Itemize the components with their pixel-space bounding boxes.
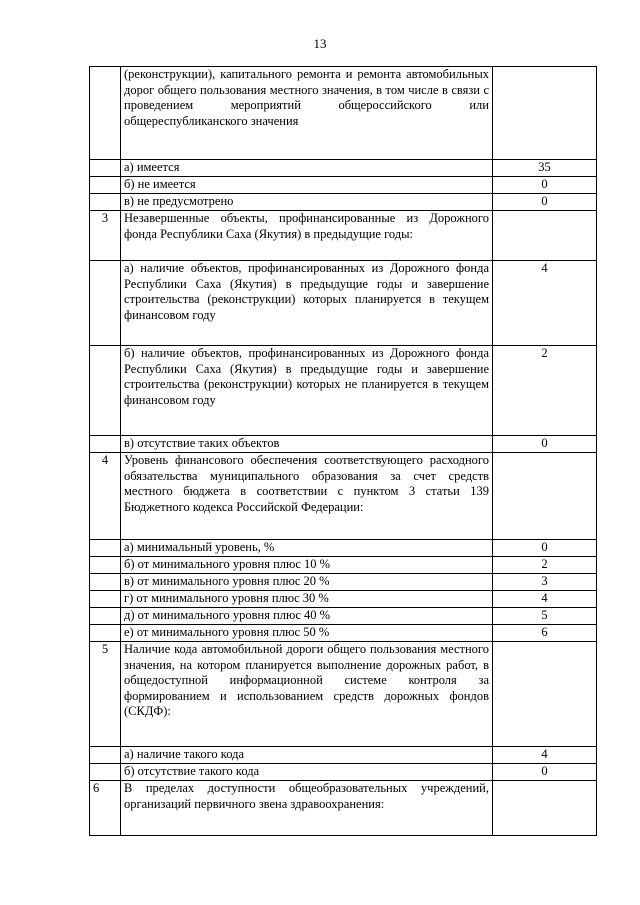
table-row xyxy=(90,67,597,160)
table-row xyxy=(90,608,597,625)
table-row xyxy=(90,764,597,781)
row-number xyxy=(90,177,121,194)
row-value: 3 xyxy=(493,574,597,591)
row-value xyxy=(493,453,597,540)
row-value xyxy=(493,642,597,747)
row-value: 4 xyxy=(493,261,597,346)
row-value: 35 xyxy=(493,160,597,177)
row-number: 6 xyxy=(90,781,121,836)
row-value: 5 xyxy=(493,608,597,625)
row-text: д) от минимального уровня плюс 40 % xyxy=(121,608,493,625)
table-row xyxy=(90,453,597,540)
row-text: а) наличие объектов, профинансированных из Дорожного фонда Республики Саха (Якутия) в предыдущие годы и завершение строительства (реконструкции) которых планируется в текущем финансовом году xyxy=(121,261,493,346)
table-row xyxy=(90,194,597,211)
row-number xyxy=(90,540,121,557)
row-value xyxy=(493,211,597,261)
row-number xyxy=(90,346,121,436)
row-value: 4 xyxy=(493,591,597,608)
row-number xyxy=(90,160,121,177)
row-text: г) от минимального уровня плюс 30 % xyxy=(121,591,493,608)
page-number: 13 xyxy=(313,36,327,51)
table-row xyxy=(90,642,597,747)
row-text: е) от минимального уровня плюс 50 % xyxy=(121,625,493,642)
row-number xyxy=(90,194,121,211)
row-value: 0 xyxy=(493,194,597,211)
table-row xyxy=(90,781,597,836)
criteria-table xyxy=(89,66,597,836)
row-value: 0 xyxy=(493,540,597,557)
row-text: б) не имеется xyxy=(121,177,493,194)
table-row xyxy=(90,747,597,764)
row-number xyxy=(90,608,121,625)
row-value: 6 xyxy=(493,625,597,642)
row-number xyxy=(90,591,121,608)
table-row xyxy=(90,261,597,346)
table-row xyxy=(90,591,597,608)
row-value: 2 xyxy=(493,346,597,436)
row-number: 3 xyxy=(90,211,121,261)
row-text: В пределах доступности общеобразовательных учреждений, организаций первичного звена здравоохранения: xyxy=(121,781,493,836)
row-text: в) отсутствие таких объектов xyxy=(121,436,493,453)
row-text: Уровень финансового обеспечения соответствующего расходного обязательства муниципального образования за счет средств местного бюджета в соответствии с пунктом 3 статьи 139 Бюджетного кодекса Российской Федерации: xyxy=(121,453,493,540)
row-text: б) отсутствие такого кода xyxy=(121,764,493,781)
row-value: 0 xyxy=(493,764,597,781)
row-value xyxy=(493,781,597,836)
row-number xyxy=(90,574,121,591)
row-value xyxy=(493,67,597,160)
table-row xyxy=(90,540,597,557)
table-row xyxy=(90,574,597,591)
row-number: 4 xyxy=(90,453,121,540)
row-number: 5 xyxy=(90,642,121,747)
row-number xyxy=(90,625,121,642)
table-row xyxy=(90,436,597,453)
row-number xyxy=(90,436,121,453)
row-text: Незавершенные объекты, профинансированные из Дорожного фонда Республики Саха (Якутия) в предыдущие годы: xyxy=(121,211,493,261)
row-text: б) наличие объектов, профинансированных из Дорожного фонда Республики Саха (Якутия) в предыдущие годы и завершение строительства (реконструкции) которых не планируется в текущем финансовом году xyxy=(121,346,493,436)
row-text: а) имеется xyxy=(121,160,493,177)
row-text: (реконструкции), капитального ремонта и ремонта автомобильных дорог общего пользования местного значения, в том числе в связи с проведением мероприятий общероссийского или общереспубликанского значения xyxy=(121,67,493,160)
row-value: 4 xyxy=(493,747,597,764)
row-text: в) не предусмотрено xyxy=(121,194,493,211)
table-row xyxy=(90,177,597,194)
row-text: Наличие кода автомобильной дороги общего пользования местного значения, на котором планируется выполнение дорожных работ, в общедоступной информационной системе контроля за формированием и использованием средств дорожных фондов (СКДФ): xyxy=(121,642,493,747)
row-number xyxy=(90,557,121,574)
table-row xyxy=(90,346,597,436)
row-text: в) от минимального уровня плюс 20 % xyxy=(121,574,493,591)
row-number xyxy=(90,261,121,346)
row-text: а) минимальный уровень, % xyxy=(121,540,493,557)
row-value: 0 xyxy=(493,177,597,194)
row-number xyxy=(90,747,121,764)
table-row xyxy=(90,625,597,642)
row-number xyxy=(90,764,121,781)
table-row xyxy=(90,557,597,574)
table-row xyxy=(90,211,597,261)
row-text: б) от минимального уровня плюс 10 % xyxy=(121,557,493,574)
table-row xyxy=(90,160,597,177)
row-number xyxy=(90,67,121,160)
row-text: а) наличие такого кода xyxy=(121,747,493,764)
row-value: 2 xyxy=(493,557,597,574)
row-value: 0 xyxy=(493,436,597,453)
